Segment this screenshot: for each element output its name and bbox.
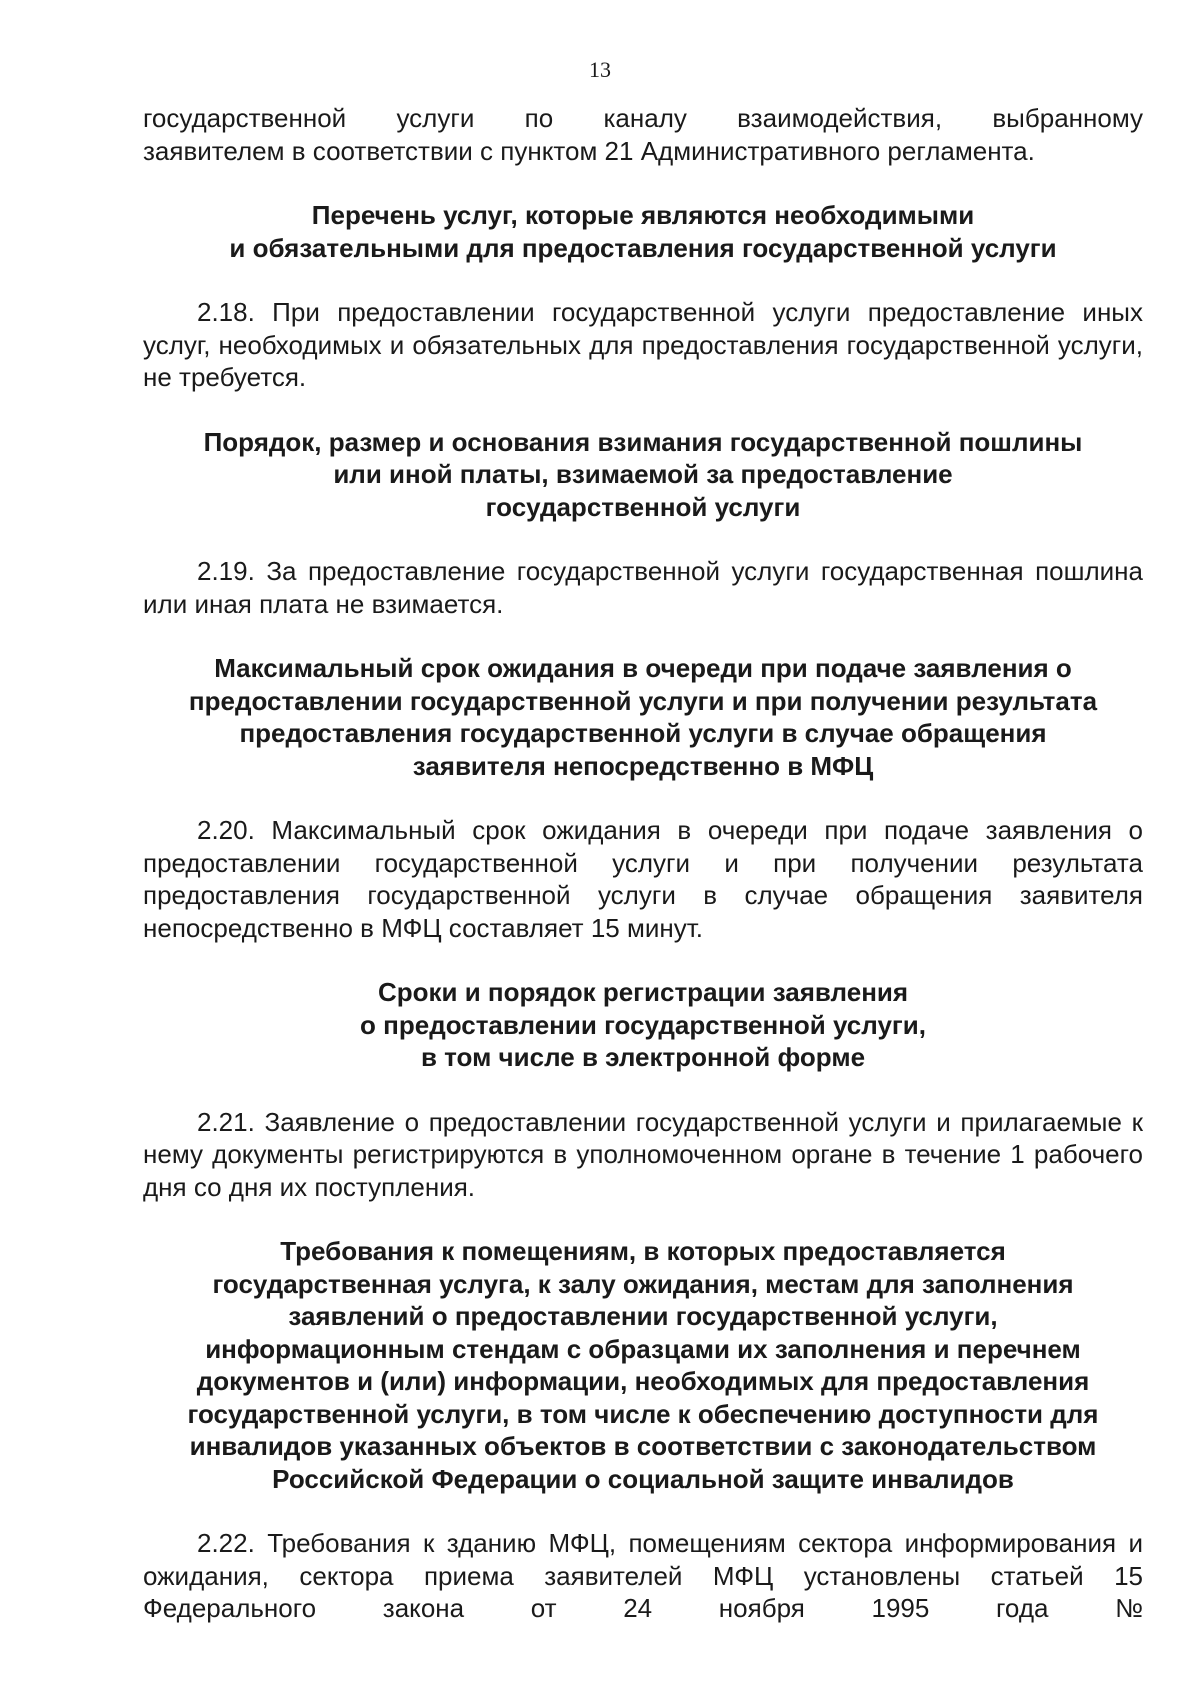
heading-line: заявлений о предоставлении государственной услуги,: [288, 1301, 998, 1331]
section-paragraph: 2.20. Максимальный срок ожидания в очереди при подаче заявления о предоставлении государственной услуги и при получении результата предоставления государственной услуги в случае обращения заявителя непосредственно в МФЦ составляет 15 минут.: [143, 815, 1143, 943]
heading-line: Максимальный срок ожидания в очереди при подаче заявления о: [214, 653, 1072, 683]
heading-line: инвалидов указанных объектов в соответствии с законодательством: [189, 1431, 1097, 1461]
section-paragraph: 2.18. При предоставлении государственной услуги предоставление иных услуг, необходимых и обязательных для предоставления государственной услуги, не требуется.: [143, 297, 1143, 392]
heading-line: заявителя непосредственно в МФЦ: [412, 750, 874, 781]
heading-line: государственной услуги, в том числе к обеспечению доступности для: [187, 1398, 1099, 1429]
intro-line: заявителем в соответствии с пунктом 21 Административного регламента.: [143, 135, 1035, 166]
section-paragraph: 2.21. Заявление о предоставлении государственной услуги и прилагаемые к нему документы регистрируются в уполномоченном органе в течение 1 рабочего дня со дня их поступления.: [143, 1106, 1143, 1202]
section-heading: [143, 199, 1143, 264]
section-heading: [143, 426, 1143, 524]
section-paragraph: 2.19. За предоставление государственной услуги государственная пошлина или иная плата не взимается.: [143, 556, 1143, 619]
heading-line: Перечень услуг, которые являются необходимыми: [311, 200, 975, 230]
section-paragraph: 2.22. Требования к зданию МФЦ, помещениям сектора информирования и ожидания, сектора приема заявителей МФЦ установлены статьей 15 Федерального закона от 24 ноября 1995 года №: [143, 1528, 1143, 1623]
section-heading: [143, 652, 1143, 782]
section-heading: [143, 1235, 1143, 1495]
heading-line: о предоставлении государственной услуги,: [360, 1009, 926, 1040]
heading-line: Требования к помещениям, в которых предоставляется: [280, 1236, 1006, 1266]
heading-line: документов и (или) информации, необходимых для предоставления: [196, 1366, 1090, 1396]
page-number: 13: [589, 57, 611, 82]
heading-line: или иной платы, взимаемой за предоставление: [333, 459, 953, 489]
heading-line: предоставлении государственной услуги и при получении результата: [188, 685, 1098, 716]
intro-line: государственной услуги по каналу взаимодействия, выбранному: [143, 103, 1143, 133]
document-body: [143, 102, 1143, 1625]
heading-line: государственной услуги: [485, 491, 801, 522]
heading-line: Порядок, размер и основания взимания государственной пошлины: [203, 426, 1083, 457]
heading-line: в том числе в электронной форме: [420, 1042, 866, 1072]
heading-line: и обязательными для предоставления государственной услуги: [229, 232, 1057, 263]
heading-line: Российской Федерации о социальной защите инвалидов: [272, 1463, 1014, 1494]
intro-paragraph: [143, 102, 1143, 167]
heading-line: государственная услуга, к залу ожидания, местам для заполнения: [212, 1268, 1074, 1299]
heading-line: предоставления государственной услуги в случае обращения: [239, 718, 1047, 748]
heading-line: информационным стендам с образцами их заполнения и перечнем: [205, 1333, 1081, 1364]
heading-line: Сроки и порядок регистрации заявления: [377, 977, 909, 1007]
section-heading: [143, 976, 1143, 1074]
